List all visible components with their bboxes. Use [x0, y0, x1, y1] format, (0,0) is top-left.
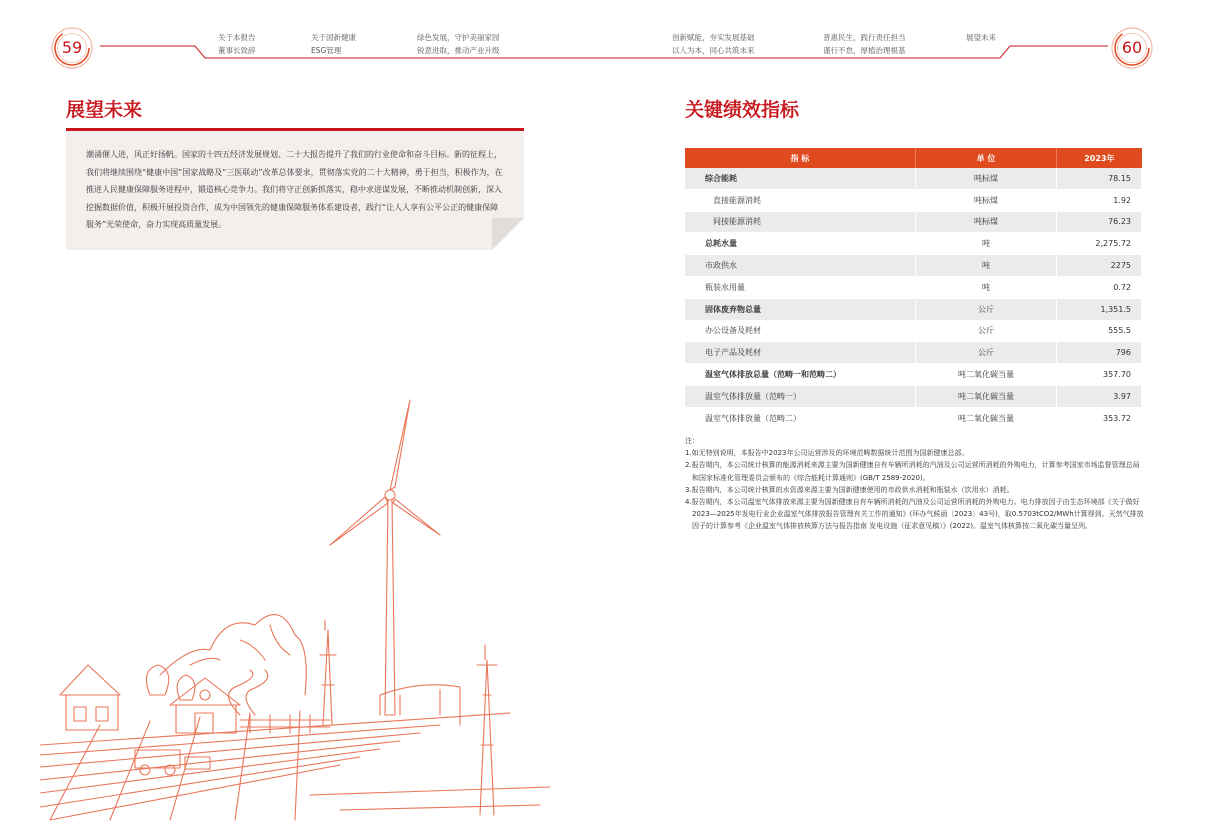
- nav-item[interactable]: 绿色发展，守护美丽家园: [417, 33, 500, 42]
- nav-item[interactable]: 展望未来: [966, 33, 996, 42]
- page-curl-decoration: [492, 218, 524, 250]
- table-row: [685, 407, 1142, 429]
- nav-item[interactable]: 关于国新健康: [311, 33, 356, 42]
- outlook-text-box: [66, 128, 524, 250]
- table-row: [685, 385, 1142, 407]
- table-row: [685, 364, 1142, 386]
- unit-cell: 公斤: [915, 298, 1056, 320]
- unit-cell: 吨标煤: [915, 211, 1056, 233]
- indicator-cell: 间接能源消耗: [685, 211, 915, 233]
- nav-item[interactable]: 以人为本，同心共筑未来: [672, 46, 755, 55]
- value-cell: 3.97: [1057, 385, 1142, 407]
- nav-item[interactable]: 创新赋能，夯实发展基础: [672, 33, 755, 42]
- nav-responsibility[interactable]: [823, 31, 906, 57]
- indicator-cell: 直接能源消耗: [685, 189, 915, 211]
- value-cell: 1,351.5: [1057, 298, 1142, 320]
- unit-cell: 公斤: [915, 342, 1056, 364]
- nav-green[interactable]: [417, 31, 500, 57]
- table-row: [685, 233, 1142, 255]
- page-number-right-text: 60: [1121, 38, 1143, 57]
- notes-heading: 注：: [685, 437, 699, 445]
- unit-cell: 吨标煤: [915, 168, 1056, 189]
- nav-item[interactable]: 锐意进取，推动产业升级: [417, 46, 500, 55]
- value-cell: 1.92: [1057, 189, 1142, 211]
- nav-item[interactable]: 董事长致辞: [218, 46, 256, 55]
- value-cell: 357.70: [1057, 364, 1142, 386]
- page-number-left: [50, 26, 94, 70]
- unit-cell: 公斤: [915, 320, 1056, 342]
- indicator-cell: 市政供水: [685, 255, 915, 277]
- note-item: 3.报告期内，本公司统计核算的水资源来源主要为国新健康使用的市政供水消耗和瓶装水（饮用水）消耗。: [685, 485, 1014, 494]
- value-cell: 0.72: [1057, 276, 1142, 298]
- table-row: [685, 211, 1142, 233]
- table-row: [685, 342, 1142, 364]
- nav-about-company[interactable]: [311, 31, 356, 57]
- indicator-cell: 电子产品及耗材: [685, 342, 915, 364]
- box-top-rule: [66, 128, 524, 131]
- rural-energy-illustration: [40, 395, 560, 825]
- value-cell: 796: [1057, 342, 1142, 364]
- table-row: [685, 189, 1142, 211]
- indicator-cell: 综合能耗: [685, 168, 915, 189]
- indicator-cell: 办公设备及耗材: [685, 320, 915, 342]
- section-title-kpi: 关键绩效指标: [685, 99, 800, 121]
- value-cell: 555.5: [1057, 320, 1142, 342]
- kpi-table: [685, 148, 1142, 430]
- header-2023: 2023年: [1057, 148, 1142, 168]
- table-row: [685, 276, 1142, 298]
- unit-cell: 吨二氧化碳当量: [915, 364, 1056, 386]
- value-cell: 2275: [1057, 255, 1142, 277]
- table-row: [685, 255, 1142, 277]
- indicator-cell: 瓶装水用量: [685, 276, 915, 298]
- section-title-outlook: 展望未来: [66, 99, 143, 121]
- nav-item[interactable]: 关于本报告: [218, 33, 256, 42]
- unit-cell: 吨: [915, 233, 1056, 255]
- nav-about-report[interactable]: [218, 31, 256, 57]
- nav-item[interactable]: 谨行不怠，厚植治理根基: [823, 46, 906, 55]
- value-cell: 2,275.72: [1057, 233, 1142, 255]
- kpi-table-header: [685, 148, 1142, 168]
- unit-cell: 吨: [915, 255, 1056, 277]
- kpi-table-body: [685, 168, 1142, 429]
- unit-cell: 吨二氧化碳当量: [915, 385, 1056, 407]
- value-cell: 353.72: [1057, 407, 1142, 429]
- notes-section: [685, 435, 1145, 533]
- unit-cell: 吨: [915, 276, 1056, 298]
- outlook-paragraph: 潮涌催人进，风正好扬帆。国家的十四五经济发展规划、二十大报告提升了我们的行业使命和奋斗目标。新的征程上，我们将继续围绕“健康中国”国家战略及“三医联动”改革总体要求，贯彻落实党的二十大精神，勇于担当，积极作为，在推进人民健康保障服务进程中，锻造核心竞争力。我们将守正创新抓落实，稳中求进谋发展，不断推动机制创新，深入挖掘数据价值，积极开展投资合作，成为中国领先的健康保障服务体系建设者，践行“让人人享有公平公正的健康保障服务”光荣使命，奋力实现高质量发展。: [86, 150, 503, 229]
- page-number-right: [1110, 26, 1154, 70]
- nav-outlook[interactable]: [966, 31, 996, 44]
- nav-item[interactable]: 普惠民生，践行责任担当: [823, 33, 906, 42]
- indicator-cell: 总耗水量: [685, 233, 915, 255]
- value-cell: 76.23: [1057, 211, 1142, 233]
- value-cell: 78.15: [1057, 168, 1142, 189]
- unit-cell: 吨标煤: [915, 189, 1056, 211]
- header-unit: 单 位: [915, 148, 1056, 168]
- note-item: 4.报告期内，本公司温室气体排放来源主要为国新健康自有车辆所消耗的汽油及公司运营所消耗的外购电力。电力排放因子由生态环境部《关于做好2023—2025年发电行业企业温室气体排放报告管理有关工作的通知》(环办气候函〔2023〕43号)，取0.5703tCO2/MWh计算得到。天然气排放因子的计算参考《企业温室气体排放核算方法与报告指南 发电设施（征求意见稿）》(2022)。温室气体核算按二氧化碳当量呈列。: [685, 498, 1144, 531]
- indicator-cell: 温室气体排放量（范畴二）: [685, 407, 915, 429]
- table-row: [685, 320, 1142, 342]
- nav-item[interactable]: ESG管理: [311, 46, 342, 55]
- note-item: 2.报告期内，本公司统计核算的能源消耗来源主要为国新健康自有车辆所消耗的汽油及公司运营所消耗的外购电力，计算参考国家市场监督管理总局和国家标准化管理委员会颁布的《综合能耗计算通则》(GB/T 2589-2020)。: [685, 461, 1140, 482]
- unit-cell: 吨二氧化碳当量: [915, 407, 1056, 429]
- nav-innovation[interactable]: [672, 31, 755, 57]
- indicator-cell: 温室气体排放总量（范畴一和范畴二）: [685, 364, 915, 386]
- indicator-cell: 固体废弃物总量: [685, 298, 915, 320]
- table-row: [685, 168, 1142, 189]
- note-item: 1.如无特别说明，本报告中2023年公司运营涉及的环境范畴数据统计范围为国新健康总部。: [685, 449, 969, 458]
- page-number-left-text: 59: [61, 38, 83, 57]
- indicator-cell: 温室气体排放量（范畴一）: [685, 385, 915, 407]
- header-indicator: 指 标: [685, 148, 915, 168]
- table-row: [685, 298, 1142, 320]
